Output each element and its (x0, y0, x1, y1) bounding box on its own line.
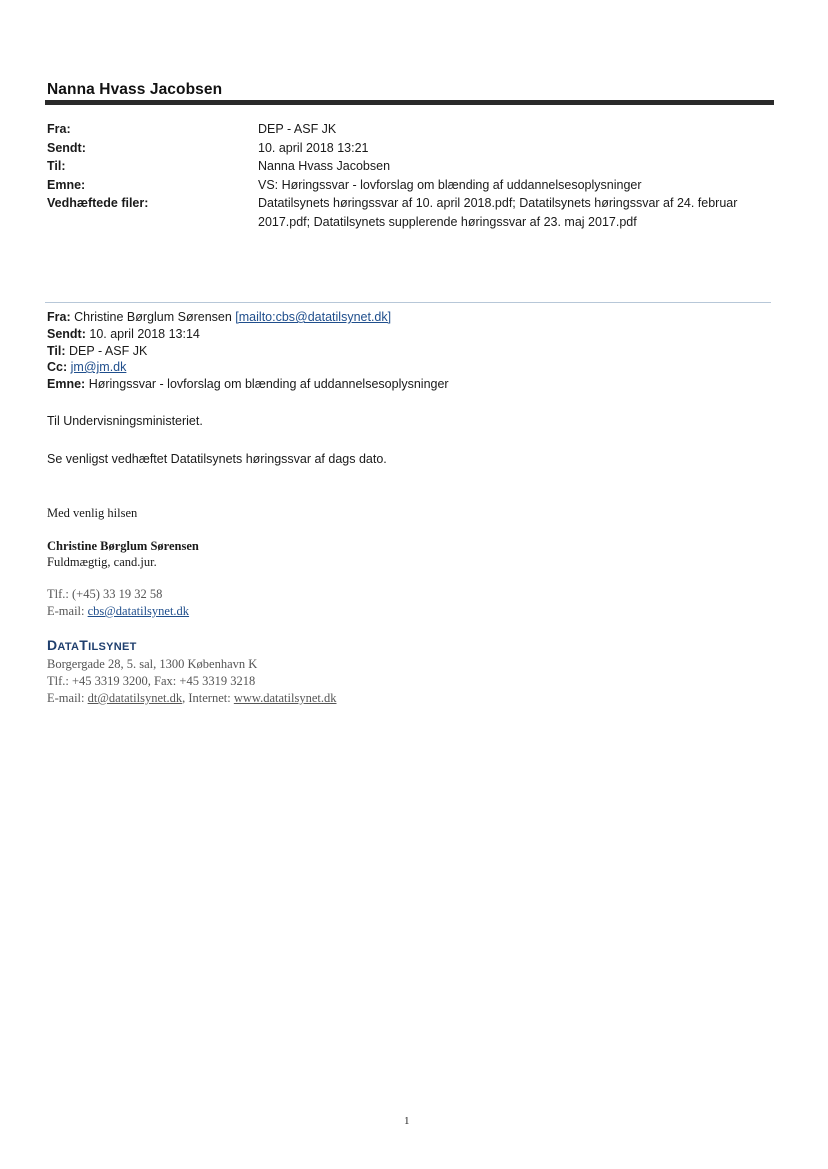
signature-phone: Tlf.: (+45) 33 19 32 58 (47, 587, 163, 601)
organization-email-link[interactable]: dt@datatilsynet.dk (87, 691, 183, 705)
body-greeting: Til Undervisningsministeriet. (47, 414, 203, 428)
signature-title: Fuldmægtig, cand.jur. (47, 555, 157, 569)
meta-label-to: Til: (47, 159, 66, 173)
organization-contact-line: E-mail: dt@datatilsynet.dk, Internet: www.datatilsynet.dk (47, 691, 337, 705)
forward-separator (45, 302, 771, 303)
meta-label-sent: Sendt: (47, 141, 86, 155)
forwarded-from-name: Christine Børglum Sørensen (74, 310, 232, 324)
meta-value-subject: VS: Høringssvar - lovforslag om blænding af uddannelsesoplysninger (258, 178, 642, 192)
forwarded-sent-label: Sendt: (47, 327, 86, 341)
forwarded-subject-label: Emne: (47, 377, 86, 391)
logo-letter-t: T (79, 637, 89, 653)
organization-website-link[interactable]: www.datatilsynet.dk (233, 691, 337, 705)
signature-closing: Med venlig hilsen (47, 506, 138, 520)
meta-label-subject: Emne: (47, 178, 86, 192)
signature-email-label: E-mail: (47, 604, 85, 618)
meta-label-from: Fra: (47, 122, 71, 136)
organization-email-label: E-mail: (47, 691, 85, 705)
forwarded-to-line (47, 344, 147, 358)
forwarded-cc-label: Cc: (47, 360, 68, 374)
logo-letters-ata: ATA (57, 641, 80, 653)
signature-email-link[interactable]: cbs@datatilsynet.dk (87, 604, 190, 618)
signature-email-line (47, 604, 189, 619)
meta-value-sent: 10. april 2018 13:21 (258, 141, 369, 155)
organization-internet-label: Internet: (188, 691, 231, 705)
forwarded-sent-line (47, 327, 200, 341)
meta-value-attachments: Datatilsynets høringssvar af 10. april 2018.pdf; Datatilsynets høringssvar af 24. februar 2017.pdf; Datatilsynets supplerende høringssvar af 23. maj 2017.pdf (258, 196, 738, 229)
forwarded-cc-line (47, 360, 126, 374)
forwarded-subject-value: Høringssvar - lovforslag om blænding af uddannelsesoplysninger (88, 377, 449, 391)
logo-letter-d: D (47, 637, 58, 653)
forwarded-sent-value: 10. april 2018 13:14 (89, 327, 200, 341)
forwarded-subject-line (47, 377, 449, 391)
forwarded-from-label: Fra: (47, 310, 71, 324)
organization-phone-fax: Tlf.: +45 3319 3200, Fax: +45 3319 3218 (47, 674, 256, 688)
forwarded-to-value: DEP - ASF JK (69, 344, 148, 358)
forwarded-cc-link[interactable]: jm@jm.dk (70, 360, 127, 374)
meta-label-attachments: Vedhæftede filer: (47, 196, 149, 210)
header-divider (45, 100, 774, 105)
forwarded-to-label: Til: (47, 344, 66, 358)
organization-address: Borgergade 28, 5. sal, 1300 København K (47, 657, 258, 671)
logo-letters-ilsynet: ILSYNET (88, 641, 137, 653)
meta-value-to: Nanna Hvass Jacobsen (258, 159, 391, 173)
datatilsynet-logo (47, 637, 137, 653)
forwarded-from-line (47, 310, 391, 324)
signature-name: Christine Børglum Sørensen (47, 539, 199, 553)
document-owner-name: Nanna Hvass Jacobsen (47, 81, 223, 98)
meta-value-from: DEP - ASF JK (258, 122, 337, 136)
body-message: Se venligst vedhæftet Datatilsynets høringssvar af dags dato. (47, 452, 387, 466)
page-number: 1 (404, 1115, 410, 1127)
forwarded-from-mailto-link[interactable]: [mailto:cbs@datatilsynet.dk] (235, 310, 392, 324)
